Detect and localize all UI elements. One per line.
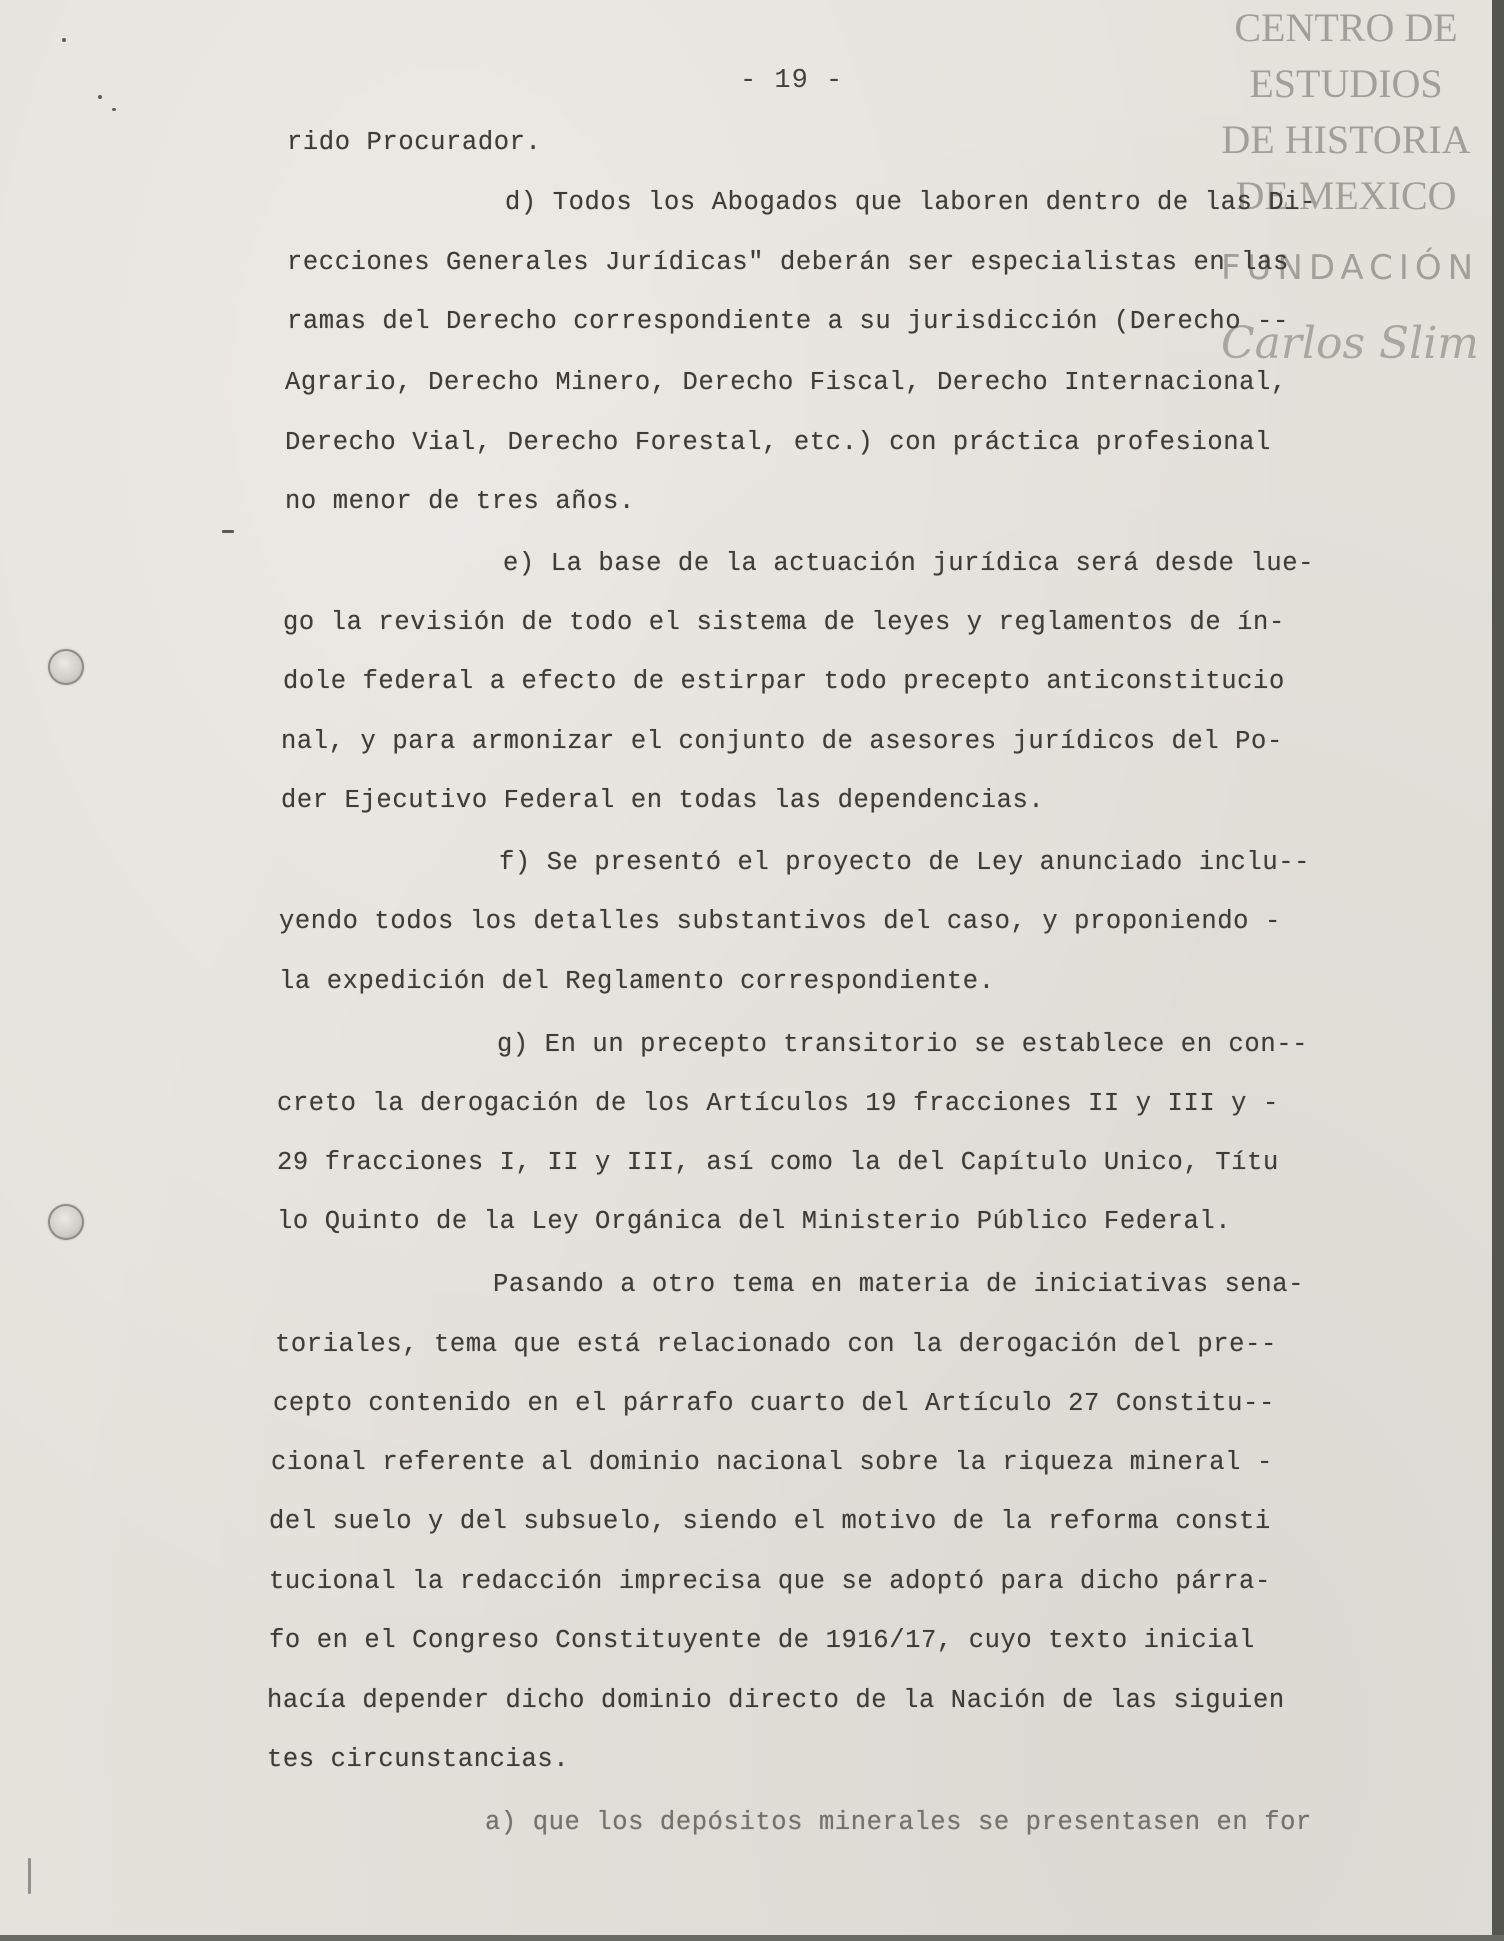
watermark-line-1: CENTRO DE xyxy=(1234,5,1458,50)
text-line: no menor de tres años. xyxy=(285,487,635,516)
text-line: del suelo y del subsuelo, siendo el motivo de la reforma consti xyxy=(269,1507,1271,1536)
watermark-foundation: FUNDACIÓN xyxy=(1220,248,1480,288)
dust-speck xyxy=(112,108,116,111)
text-line: tucional la redacción imprecisa que se adoptó para dicho párra- xyxy=(269,1567,1271,1596)
text-line: ramas del Derecho correspondiente a su jurisdicción (Derecho -- xyxy=(287,307,1289,336)
text-line: cional referente al dominio nacional sobre la riqueza mineral - xyxy=(271,1448,1273,1477)
text-line: toriales, tema que está relacionado con la derogación del pre-- xyxy=(275,1330,1277,1359)
text-line: rido Procurador. xyxy=(287,128,542,157)
watermark-line-3: DE HISTORIA xyxy=(1221,117,1471,162)
text-line: cepto contenido en el párrafo cuarto del Artículo 27 Constitu-- xyxy=(273,1389,1275,1418)
punch-hole-bottom xyxy=(48,1204,84,1240)
text-line: a) que los depósitos minerales se presentasen en for xyxy=(485,1808,1312,1837)
watermark-signature: Carlos Slim xyxy=(1220,318,1480,369)
text-line: fo en el Congreso Constituyente de 1916/17, cuyo texto inicial xyxy=(269,1626,1255,1655)
watermark-line-2: ESTUDIOS xyxy=(1249,61,1443,106)
text-line: d) Todos los Abogados que laboren dentro de las Di- xyxy=(505,188,1317,217)
text-line: nal, y para armonizar el conjunto de asesores jurídicos del Po- xyxy=(281,727,1283,756)
text-line: f) Se presentó el proyecto de Ley anunciado inclu-- xyxy=(499,848,1311,877)
dust-speck xyxy=(28,1858,31,1894)
text-line: la expedición del Reglamento correspondiente. xyxy=(279,967,995,996)
watermark-line-4: DE MEXICO xyxy=(1235,173,1457,218)
text-line: der Ejecutivo Federal en todas las dependencias. xyxy=(281,786,1045,815)
scan-edge-bottom xyxy=(0,1935,1504,1941)
text-line: g) En un precepto transitorio se establece en con-- xyxy=(497,1030,1309,1059)
page-number: - 19 - xyxy=(740,66,844,96)
dust-speck xyxy=(98,95,102,99)
text-line: Derecho Vial, Derecho Forestal, etc.) con práctica profesional xyxy=(285,428,1271,457)
text-line: Pasando a otro tema en materia de iniciativas sena- xyxy=(493,1270,1305,1299)
text-line: hacía depender dicho dominio directo de la Nación de las siguien xyxy=(267,1686,1285,1715)
dust-speck xyxy=(222,530,234,533)
scan-edge-right xyxy=(1492,0,1504,1941)
text-line: 29 fracciones I, II y III, así como la del Capítulo Unico, Títu xyxy=(277,1148,1279,1177)
punch-hole-top xyxy=(48,649,84,685)
text-line: dole federal a efecto de estirpar todo precepto anticonstitucio xyxy=(283,667,1285,696)
text-line: creto la derogación de los Artículos 19 fracciones II y III y - xyxy=(277,1089,1279,1118)
text-line: go la revisión de todo el sistema de leyes y reglamentos de ín- xyxy=(283,608,1285,637)
text-line: e) La base de la actuación jurídica será desde lue- xyxy=(503,549,1315,578)
text-line: yendo todos los detalles substantivos del caso, y proponiendo - xyxy=(279,907,1281,936)
dust-speck xyxy=(62,38,66,42)
text-line: recciones Generales Jurídicas" deberán ser especialistas en las xyxy=(287,248,1289,277)
text-line: Agrario, Derecho Minero, Derecho Fiscal, Derecho Internacional, xyxy=(285,368,1287,397)
text-line: tes circunstancias. xyxy=(267,1745,570,1774)
text-line: lo Quinto de la Ley Orgánica del Ministerio Público Federal. xyxy=(277,1207,1232,1236)
